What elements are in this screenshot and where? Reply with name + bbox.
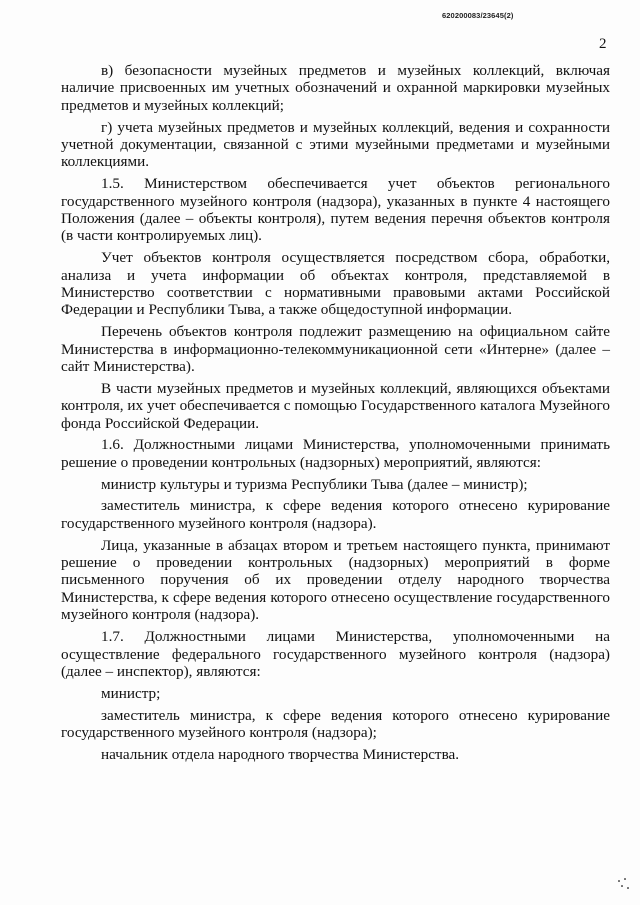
paragraph-1-5: 1.5. Министерством обеспечивается учет объектов регионального государственного музейного контроля (надзора), указанных в пункте 4 настоящего Положения (далее – объекты контроля), путем ведения перечня объектов контроля (в части контролируемых лиц).	[61, 175, 610, 245]
paragraph-list-publication: Перечень объектов контроля подлежит размещению на официальном сайте Министерства в информационно-телекоммуникационной сети «Интерне» (далее – сайт Министерства).	[61, 323, 610, 376]
paragraph-item-v: в) безопасности музейных предметов и музейных коллекций, включая наличие присвоенных им учетных обозначений и охранной маркировки музейных предметов и музейных коллекций;	[61, 62, 610, 114]
document-body	[61, 62, 610, 768]
paragraph-inspector-minister: министр;	[101, 684, 161, 702]
page-number: 2	[599, 36, 607, 52]
paragraph-department-head: начальник отдела народного творчества Министерства.	[101, 745, 460, 763]
paragraph-1-7: 1.7. Должностными лицами Министерства, уполномоченными на осуществление федерального государственного музейного контроля (надзора) (далее – инспектор), являются:	[61, 628, 610, 680]
document-code: 620200083/23645(2)	[442, 11, 514, 20]
paragraph-deputy-minister: заместитель министра, к сфере ведения которого отнесено курирование государственного музейного контроля (надзора).	[61, 497, 610, 532]
paragraph-state-catalog: В части музейных предметов и музейных коллекций, являющихся объектами контроля, их учет обеспечивается с помощью Государственного каталога Музейного фонда Российской Федерации.	[61, 379, 610, 432]
paragraph-minister: министр культуры и туризма Республики Тыва (далее – министр);	[101, 475, 528, 493]
scan-artifact-dots	[616, 877, 630, 891]
paragraph-1-6: 1.6. Должностными лицами Министерства, уполномоченными принимать решение о проведении контрольных (надзорных) мероприятий, являются:	[61, 436, 610, 471]
paragraph-inspector-deputy: заместитель министра, к сфере ведения которого отнесено курирование государственного музейного контроля (надзора);	[61, 706, 610, 741]
paragraph-item-g: г) учета музейных предметов и музейных коллекций, ведения и сохранности учетной документации, связанной с этими музейными предметами и музейными коллекциями.	[61, 118, 610, 171]
paragraph-accounting: Учет объектов контроля осуществляется посредством сбора, обработки, анализа и учета информации об объектах контроля, представляемой в Министерство соответствии с нормативными правовыми актами Российской Федерации и Республики Тыва, а также общедоступной информации.	[61, 249, 610, 319]
paragraph-decision-order: Лица, указанные в абзацах втором и третьем настоящего пункта, принимают решение о проведении контрольных (надзорных) мероприятий в форме письменного поручения об их проведении отделу народного творчества Министерства, к сфере ведения которого отнесено осуществление государственного музейного контроля (надзора).	[61, 536, 610, 624]
